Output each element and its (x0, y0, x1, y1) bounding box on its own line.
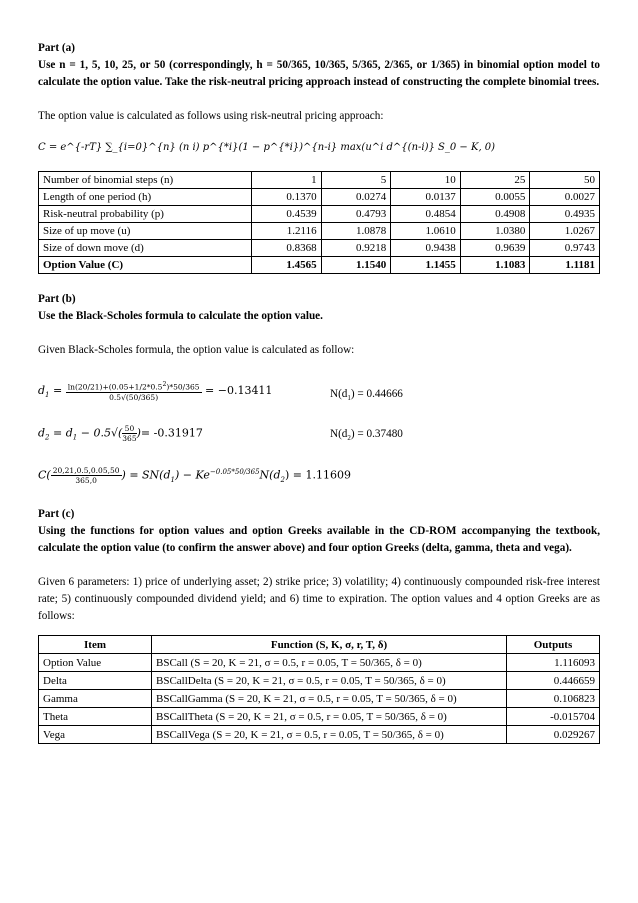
table-cell: 1.4565 (252, 257, 322, 274)
table-cell: 0.4935 (530, 206, 600, 223)
table-cell: 0.1370 (252, 189, 322, 206)
table-cell: 1.0267 (530, 223, 600, 240)
part-b-instruction: Use the Black-Scholes formula to calculate the option value. (38, 310, 323, 322)
table-row (39, 172, 600, 189)
greeks-header-function: Function (S, K, σ, r, T, δ) (152, 636, 507, 654)
greeks-output-cell: -0.015704 (507, 708, 600, 726)
binomial-formula-text: C = e^{-rT} ∑_{i=0}^{n} (n i) p^{*i}(1 − p^{*i})^{n-i} max(u^i d^{(n-i)} S_0 − K, 0) (38, 142, 496, 153)
table-cell: 0.4793 (321, 206, 391, 223)
table-cell: 1.1181 (530, 257, 600, 274)
greeks-output-cell: 1.116093 (507, 654, 600, 672)
table-cell: 0.9639 (460, 240, 530, 257)
row-label: Risk-neutral probability (p) (39, 206, 252, 223)
binomial-table (38, 171, 600, 274)
greeks-output-cell: 0.446659 (507, 672, 600, 690)
nd2-value: $N(d_2) = 0.37480$ (330, 428, 403, 443)
table-cell: 1.0610 (391, 223, 461, 240)
greeks-item-cell: Delta (39, 672, 152, 690)
table-row (39, 206, 600, 223)
greeks-table (38, 635, 600, 744)
table-cell: 1 (252, 172, 322, 189)
table-row (39, 189, 600, 206)
table-row (39, 726, 600, 744)
table-row (39, 690, 600, 708)
document-page (38, 40, 600, 744)
table-cell: 1.0878 (321, 223, 391, 240)
d1-result: = −0.13411 (205, 383, 273, 397)
part-c-heading: Part (c) (38, 508, 75, 520)
table-row (39, 654, 600, 672)
greeks-function-cell: BSCallDelta (S = 20, K = 21, σ = 0.5, r = 0.05, T = 50/365, δ = 0) (152, 672, 507, 690)
table-cell: 25 (460, 172, 530, 189)
part-b-intro: Given Black-Scholes formula, the option value is calculated as follow: (38, 344, 355, 356)
greeks-header-outputs: Outputs (507, 636, 600, 654)
table-cell: 0.9218 (321, 240, 391, 257)
table-cell: 0.0274 (321, 189, 391, 206)
binomial-formula (38, 125, 600, 171)
table-cell: 0.4539 (252, 206, 322, 223)
table-cell: 0.9438 (391, 240, 461, 257)
nd1-value: $N(d_1) = 0.44666$ (330, 388, 403, 403)
table-cell: 50 (530, 172, 600, 189)
table-cell: 0.9743 (530, 240, 600, 257)
greeks-item-cell: Option Value (39, 654, 152, 672)
part-a-instruction: Use n = 1, 5, 10, 25, or 50 (correspondingly, h = 50/365, 10/365, 5/365, 2/365, or 1/365) in binomial option model to calculate the option value. Take the risk-neutral pricing approach instead of constructing the complete binomial trees. (38, 59, 600, 88)
greeks-function-cell: BSCall (S = 20, K = 21, σ = 0.5, r = 0.05, T = 50/365, δ = 0) (152, 654, 507, 672)
table-row (39, 672, 600, 690)
call-equation: C( $\frac{20,21,0.5,0.05,50}{365,0}$ ) = $SN(d_1) - Ke^{-0.05*50/365}N(d_2) = 1.11609$ (38, 466, 351, 486)
table-cell: 1.1083 (460, 257, 530, 274)
table-cell: 5 (321, 172, 391, 189)
table-cell: 1.1455 (391, 257, 461, 274)
table-cell: 0.0027 (530, 189, 600, 206)
part-c-intro: Given 6 parameters: 1) price of underlying asset; 2) strike price; 3) volatility; 4) continuously compounded risk-free interest rate; 5) continuously compounded dividend yield; and 6) time to expiration. The option values and 4 option Greeks are as follows: (38, 576, 600, 622)
greeks-function-cell: BSCallTheta (S = 20, K = 21, σ = 0.5, r = 0.05, T = 50/365, δ = 0) (152, 708, 507, 726)
d1-equation: $d_1$ = $\frac{\ln(20/21)+(0.05+1/2*0.5^2)*50/365}{0.5√(50/365)}$ = −0.13411 $N(d_1) = 0.44666$ (38, 376, 600, 416)
part-b-heading: Part (b) (38, 293, 76, 305)
greeks-item-cell: Theta (39, 708, 152, 726)
table-cell: 0.0055 (460, 189, 530, 206)
table-row (39, 240, 600, 257)
greeks-item-cell: Gamma (39, 690, 152, 708)
table-row (39, 223, 600, 240)
table-cell: 0.0137 (391, 189, 461, 206)
greeks-output-cell: 0.106823 (507, 690, 600, 708)
part-c-instruction: Using the functions for option values and option Greeks available in the CD-ROM accompanying the textbook, calculate the option value (to confirm the answer above) and four option Greeks (delta, gamma, theta and vega). (38, 525, 600, 554)
table-cell: 0.4908 (460, 206, 530, 223)
table-cell: 1.0380 (460, 223, 530, 240)
part-a-intro: The option value is calculated as follows using risk-neutral pricing approach: (38, 110, 384, 122)
table-row (39, 257, 600, 274)
greeks-function-cell: BSCallGamma (S = 20, K = 21, σ = 0.5, r = 0.05, T = 50/365, δ = 0) (152, 690, 507, 708)
part-a-heading: Part (a) (38, 42, 75, 54)
greeks-output-cell: 0.029267 (507, 726, 600, 744)
table-cell: 10 (391, 172, 461, 189)
row-label: Option Value (C) (39, 257, 252, 274)
greeks-header-item: Item (39, 636, 152, 654)
row-label: Length of one period (h) (39, 189, 252, 206)
row-label: Number of binomial steps (n) (39, 172, 252, 189)
table-cell: 1.2116 (252, 223, 322, 240)
call-result: ) = 1.11609 (284, 468, 351, 482)
table-cell: 1.1540 (321, 257, 391, 274)
d2-result: = -0.31917 (140, 426, 203, 440)
greeks-function-cell: BSCallVega (S = 20, K = 21, σ = 0.5, r = 0.05, T = 50/365, δ = 0) (152, 726, 507, 744)
table-cell: 0.4854 (391, 206, 461, 223)
row-label: Size of up move (u) (39, 223, 252, 240)
table-row (39, 708, 600, 726)
d2-equation: $d_2 = d_1 - 0.5√$( $\frac{50}{365}$ )= -0.31917 $N(d_2) = 0.37480$ (38, 416, 600, 456)
row-label: Size of down move (d) (39, 240, 252, 257)
table-cell: 0.8368 (252, 240, 322, 257)
greeks-item-cell: Vega (39, 726, 152, 744)
